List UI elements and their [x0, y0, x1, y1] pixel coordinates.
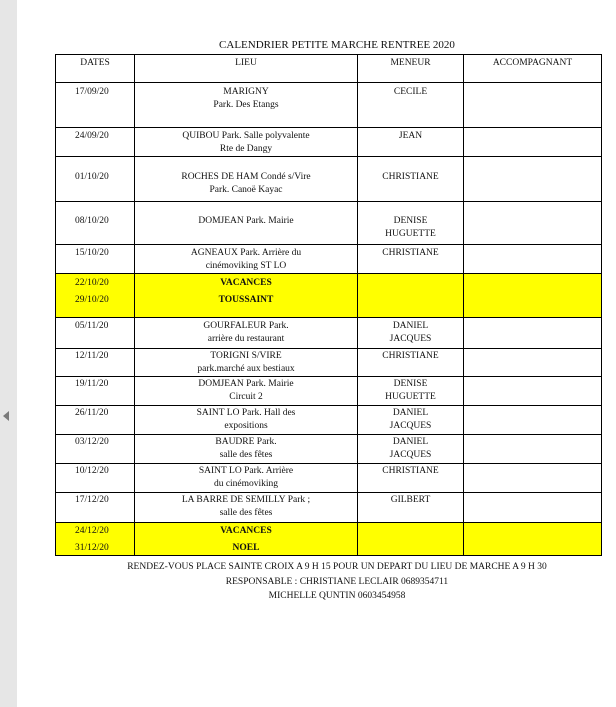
date-text: 03/12/20: [75, 437, 109, 447]
lieu-cell: [135, 349, 358, 377]
meneur-cell: [358, 202, 464, 245]
accompagnant-cell: [464, 245, 602, 274]
date-cell: [56, 318, 135, 349]
accompagnant-cell: [464, 377, 602, 406]
lieu-cell: [135, 464, 358, 493]
lieu-text: TOUSSAINT: [218, 295, 274, 305]
accompagnant-cell: [464, 318, 602, 349]
date-cell: [56, 128, 135, 157]
document-page: [17, 0, 616, 707]
meneur-text: DANIEL: [392, 321, 429, 331]
date-cell: [56, 202, 135, 245]
meneur-cell: [358, 493, 464, 523]
date-text: 19/11/20: [75, 379, 109, 389]
accompagnant-cell: [464, 202, 602, 245]
column-header-lieu: LIEU: [135, 55, 358, 83]
table-row: [56, 157, 602, 202]
secondary-contact: MICHELLE QUNTIN 0603454958: [268, 591, 406, 601]
date-text: 24/09/20: [75, 131, 109, 141]
lieu-cell: [135, 274, 358, 318]
meneur-text: CECILE: [393, 87, 428, 97]
meneur-cell: [358, 157, 464, 202]
document-title: CALENDRIER PETITE MARCHE RENTREE 2020: [219, 39, 455, 51]
table-header-row: [56, 55, 602, 83]
meneur-text: CHRISTIANE: [382, 248, 439, 258]
meneur-cell: [358, 523, 464, 556]
table-row: [56, 245, 602, 274]
date-text: 12/11/20: [75, 351, 109, 361]
meneur-text: JACQUES: [389, 450, 432, 460]
lieu-cell: [135, 245, 358, 274]
meneur-cell: [358, 83, 464, 128]
meneur-text: DENISE: [393, 216, 428, 226]
lieu-text: BAUDRE Park.: [215, 437, 277, 447]
date-text: 24/12/20: [75, 526, 109, 536]
meneur-cell: [358, 128, 464, 157]
meneur-cell: [358, 406, 464, 435]
lieu-text: Circuit 2: [229, 392, 263, 402]
meneur-text: CHRISTIANE: [382, 172, 439, 182]
accompagnant-cell: [464, 406, 602, 435]
lieu-cell: [135, 202, 358, 245]
lieu-text: Park. Canoë Kayac: [209, 185, 283, 195]
date-cell: [56, 274, 135, 318]
table-row: [56, 128, 602, 157]
meneur-text: DANIEL: [392, 437, 429, 447]
lieu-cell: [135, 83, 358, 128]
date-text: 22/10/20: [75, 278, 109, 288]
accompagnant-cell: [464, 128, 602, 157]
table-row: [56, 406, 602, 435]
table-row: [56, 493, 602, 523]
meeting-point-note: RENDEZ-VOUS PLACE SAINTE CROIX A 9 H 15 POUR UN DEPART DU LIEU DE MARCHE A 9 H 30: [127, 562, 547, 572]
column-header-accompagnant: ACCOMPAGNANT: [464, 55, 602, 83]
lieu-text: Park. Des Etangs: [213, 100, 279, 110]
date-text: 17/09/20: [75, 87, 109, 97]
table-row: [56, 435, 602, 464]
meneur-text: HUGUETTE: [385, 229, 436, 239]
meneur-text: JEAN: [398, 131, 423, 141]
lieu-text: VACANCES: [220, 526, 272, 536]
meneur-text: JACQUES: [389, 334, 432, 344]
lieu-text: du cinémoviking: [213, 479, 279, 489]
accompagnant-cell: [464, 523, 602, 556]
lieu-cell: [135, 318, 358, 349]
lieu-text: NOEL: [232, 543, 260, 553]
table-row: [56, 523, 602, 556]
lieu-cell: [135, 493, 358, 523]
date-cell: [56, 406, 135, 435]
meneur-text: CHRISTIANE: [382, 466, 439, 476]
lieu-text: Rte de Dangy: [219, 144, 273, 154]
date-text: 31/12/20: [75, 543, 109, 553]
column-header-meneur: MENEUR: [358, 55, 464, 83]
table-row: [56, 464, 602, 493]
date-cell: [56, 523, 135, 556]
table-row: [56, 274, 602, 318]
date-cell: [56, 83, 135, 128]
lieu-text: VACANCES: [220, 278, 272, 288]
lieu-text: LA BARRE DE SEMILLY Park ;: [181, 495, 311, 505]
table-row: [56, 349, 602, 377]
accompagnant-cell: [464, 464, 602, 493]
table-row: [56, 202, 602, 245]
lieu-text: SAINT LO Park. Hall des: [196, 408, 296, 418]
meneur-cell: [358, 435, 464, 464]
lieu-text: expositions: [224, 421, 268, 431]
meneur-text: CHRISTIANE: [382, 351, 439, 361]
lieu-cell: [135, 523, 358, 556]
date-cell: [56, 377, 135, 406]
table-row: [56, 83, 602, 128]
column-header-dates: DATES: [56, 55, 135, 83]
meneur-cell: [358, 377, 464, 406]
meneur-text: DANIEL: [392, 408, 429, 418]
table-row: [56, 377, 602, 406]
accompagnant-cell: [464, 157, 602, 202]
scroll-left-arrow-icon[interactable]: [3, 411, 9, 421]
accompagnant-cell: [464, 274, 602, 318]
date-cell: [56, 464, 135, 493]
lieu-text: TORIGNI S/VIRE: [210, 351, 282, 361]
lieu-text: AGNEAUX Park. Arrière du: [190, 248, 302, 258]
date-text: 26/11/20: [75, 408, 109, 418]
lieu-cell: [135, 377, 358, 406]
lieu-text: GOURFALEUR Park.: [203, 321, 289, 331]
date-text: 08/10/20: [75, 216, 109, 226]
lieu-text: arrière du restaurant: [207, 334, 285, 344]
meneur-cell: [358, 245, 464, 274]
accompagnant-cell: [464, 349, 602, 377]
table-row: [56, 318, 602, 349]
lieu-text: DOMJEAN Park. Mairie: [198, 379, 294, 389]
meneur-text: HUGUETTE: [385, 392, 436, 402]
lieu-text: MARIGNY: [223, 87, 269, 97]
accompagnant-cell: [464, 435, 602, 464]
lieu-cell: [135, 406, 358, 435]
accompagnant-cell: [464, 493, 602, 523]
lieu-text: DOMJEAN Park. Mairie: [198, 216, 294, 226]
lieu-text: park.marché aux bestiaux: [197, 364, 295, 374]
accompagnant-cell: [464, 83, 602, 128]
lieu-cell: [135, 435, 358, 464]
lieu-text: SAINT LO Park. Arrière: [198, 466, 294, 476]
lieu-text: salle des fêtes: [219, 450, 273, 460]
lieu-text: salle des fêtes: [219, 508, 273, 518]
date-text: 17/12/20: [75, 495, 109, 505]
date-text: 29/10/20: [75, 295, 109, 305]
meneur-text: GILBERT: [390, 495, 431, 505]
date-text: 10/12/20: [75, 466, 109, 476]
date-cell: [56, 349, 135, 377]
date-text: 05/11/20: [75, 321, 109, 331]
meneur-cell: [358, 464, 464, 493]
lieu-cell: [135, 157, 358, 202]
lieu-text: cinémoviking ST LO: [205, 261, 287, 271]
meneur-cell: [358, 318, 464, 349]
date-cell: [56, 435, 135, 464]
meneur-text: JACQUES: [389, 421, 432, 431]
footer-notes: [17, 560, 616, 604]
lieu-text: ROCHES DE HAM Condé s/Vire: [181, 172, 311, 182]
lieu-text: QUIBOU Park. Salle polyvalente: [182, 131, 310, 141]
lieu-cell: [135, 128, 358, 157]
meneur-cell: [358, 349, 464, 377]
responsible-contact: RESPONSABLE : CHRISTIANE LECLAIR 0689354711: [225, 576, 449, 587]
meneur-text: DENISE: [393, 379, 428, 389]
date-cell: [56, 157, 135, 202]
date-cell: [56, 245, 135, 274]
date-text: 15/10/20: [75, 248, 109, 258]
date-text: 01/10/20: [75, 172, 109, 182]
date-cell: [56, 493, 135, 523]
meneur-cell: [358, 274, 464, 318]
schedule-table: [55, 54, 602, 556]
